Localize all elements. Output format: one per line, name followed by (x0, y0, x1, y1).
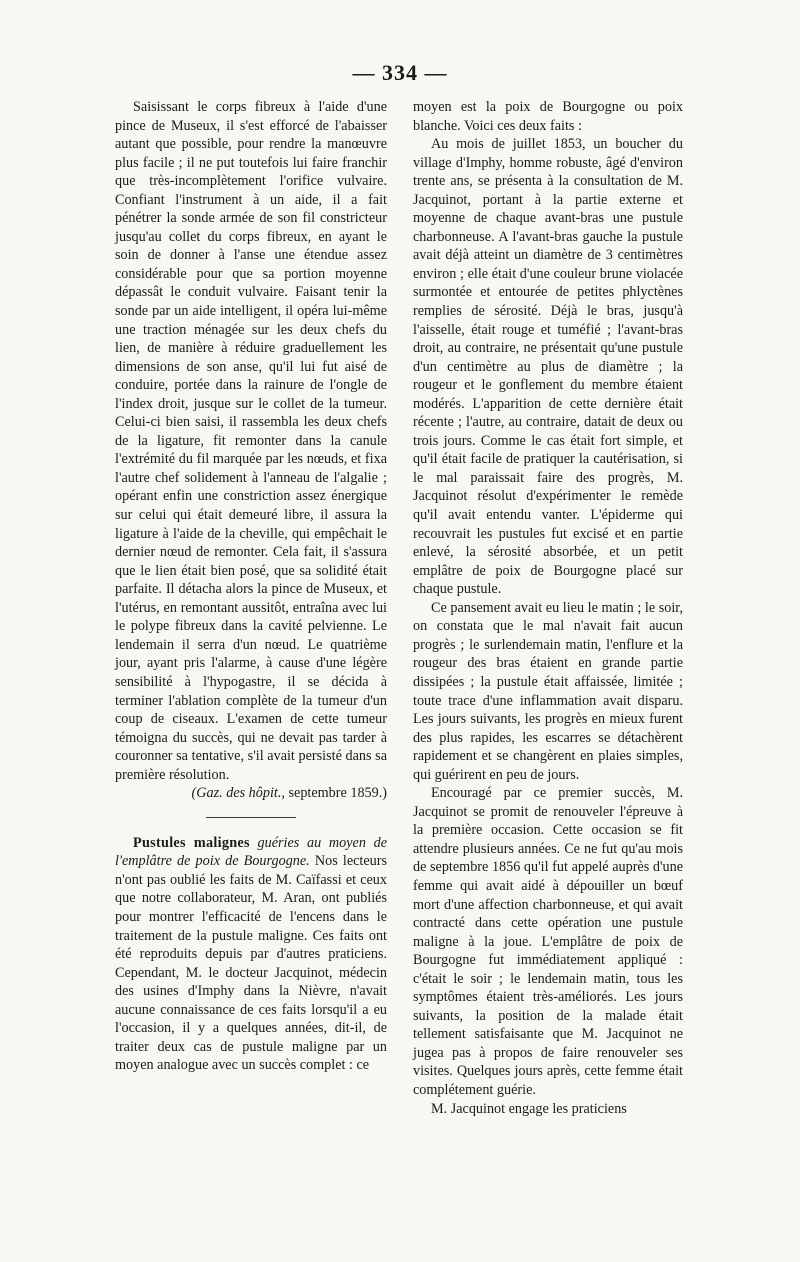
paragraph: Ce pansement avait eu lieu le matin ; le soir, on constata que le mal n'avait fait aucun progrès ; le surlendemain matin, l'enflure et la rougeur des bras étaient en grande partie dissipées ; la pustule était affaissée, limitée ; toute trace d'une inflammation avait disparu. Les jours suivants, les progrès en mieux furent des plus rapides, les escarres se détachèrent rapidement et se changèrent en plaies simples, qui guérirent en peu de jours. (413, 599, 683, 783)
right-column (413, 98, 683, 1118)
source-citation (115, 784, 387, 803)
section-paragraph (115, 834, 387, 1075)
left-column (115, 98, 387, 1075)
section-heading: Pustules malignes (133, 834, 250, 851)
source-journal: (Gaz. des hôpit. (191, 785, 282, 802)
paragraph: Encouragé par ce premier succès, M. Jacquinot se promit de renouveler l'épreuve à la première occasion. Cette occasion se fit attendre plusieurs années. Ce ne fut qu'au mois de septembre 1856 qu'il fut appelé auprès d'une femme qui avait aidé à dépouiller un bœuf mort d'une affection charbonneuse, et qui avait contracté dans cette opération une pustule maligne à la joue. L'emplâtre de poix de Bourgogne fut immédiatement appliqué : c'était le soir ; le lendemain matin, tous les symptômes étaient très-améliorés. Les jours suivants, la position de la malade était tellement satisfaisante que M. Jacquinot ne jugea pas à propos de faire renouveler ses visites. Quelques jours après, cette femme était complétement guérie. (413, 785, 683, 1098)
paragraph: Saisissant le corps fibreux à l'aide d'une pince de Museux, il s'est efforcé de l'abaisser autant que possible, pour rendre la manœuvre plus facile ; il ne put toutefois lui faire franchir que très-incomplètement l'orifice vulvaire. Confiant l'instrument à un aide, il a fait pénétrer la sonde armée de son fil constricteur jusqu'au collet du corps fibreux, en ayant le soin de donner à l'anse une étendue assez considérable pour que sa portion moyenne dépassât le conduit vulvaire. Faisant tenir la sonde par un aide intelligent, il opéra lui-même une traction ménagée sur les deux chefs du lien, de manière à réduire graduellement les dimensions de son anse, qu'il lui fut aisé de conduire, portée dans la rainure de l'ongle de l'index droit, jusque sur le collet de la tumeur. Celui-ci bien saisi, il rassembla les deux chefs de la ligature, fit remonter dans la canule l'extrémité du fil marquée par les nœuds, et fixa l'autre chef solidement à l'anneau de l'algalie ; opérant enfin une constriction assez énergique sur celui qui était demeuré libre, il assura la ligature à l'aide de la cheville, qui empêchait le dernier nœud de remonter. Cela fait, il s'assura que le lien était bien posé, que sa solidité était parfaite. Il détacha alors la pince de Museux, et l'utérus, en remontant aussitôt, entraîna avec lui le polype fibreux dans la cavité pelvienne. Le lendemain il serra d'un nœud. Le quatrième jour, ayant pris l'alarme, à cause d'une légère sensibilité à l'hypogastre, il se décida à terminer l'ablation complète de la tumeur d'un coup de ciseaux. L'examen de cette tumeur témoigna du succès, qui ne devait pas tarder à couronner sa tentative, s'il avait persisté dans sa première résolution. (115, 99, 387, 783)
page-number: — 334 — (352, 60, 448, 85)
section-separator (206, 817, 296, 818)
section-heading-italic: guéries au moyen de l'emplâtre de poix de Bourgogne. (115, 834, 388, 870)
section-text: Nos lecteurs n'ont pas oublié les faits de M. Caïfassi et ceux que notre collaborateur, M. Aran, ont publiés pour montrer l'efficacité de l'encens dans le traitement de la pustule maligne. Ces faits ont été reproduits depuis par d'autres praticiens. Cependant, M. le docteur Jacquinot, médecin des usines d'Imphy dans la Nièvre, n'avait aucune connaissance de ces faits lorsqu'il a eu l'occasion, il y a quelques années, dit-il, de traiter deux cas de pustule maligne par un moyen analogue avec un succès complet : ce (115, 853, 387, 1074)
paragraph: moyen est la poix de Bourgogne ou poix blanche. Voici ces deux faits : (413, 99, 683, 134)
source-date: , septembre 1859.) (281, 785, 387, 802)
paragraph: Au mois de juillet 1853, un boucher du village d'Imphy, homme robuste, âgé d'environ trente ans, se présenta à la consultation de M. Jacquinot, portant à la partie externe et moyenne de chaque avant-bras une pustule charbonneuse. A l'avant-bras gauche la pustule avait déjà atteint un diamètre de 3 centimètres environ ; elle était d'une couleur brune violacée surmontée et entourée de petites phlyctènes remplies de sérosité. Déjà le bras, jusqu'à l'aisselle, était rouge et tuméfié ; l'avant-bras droit, au contraire, ne présentait qu'une pustule d'un centimètre au plus de diamètre ; la rougeur et le gonflement du membre étaient modérés. L'apparition de cette dernière était récente ; l'autre, au contraire, datait de deux ou trois jours. Comme le cas était fort simple, et qu'il était facile de pratiquer la cautérisation, si le mal paraissait faire des progrès, M. Jacquinot résolut d'expérimenter le remède qu'il avait entendu vanter. L'épiderme qui recouvrait les pustules fut excisé et en partie enlevé, la sérosité absorbée, et un petit emplâtre de poix de Bourgogne placé sur chaque pustule. (413, 136, 683, 598)
paragraph: M. Jacquinot engage les praticiens (431, 1100, 627, 1117)
